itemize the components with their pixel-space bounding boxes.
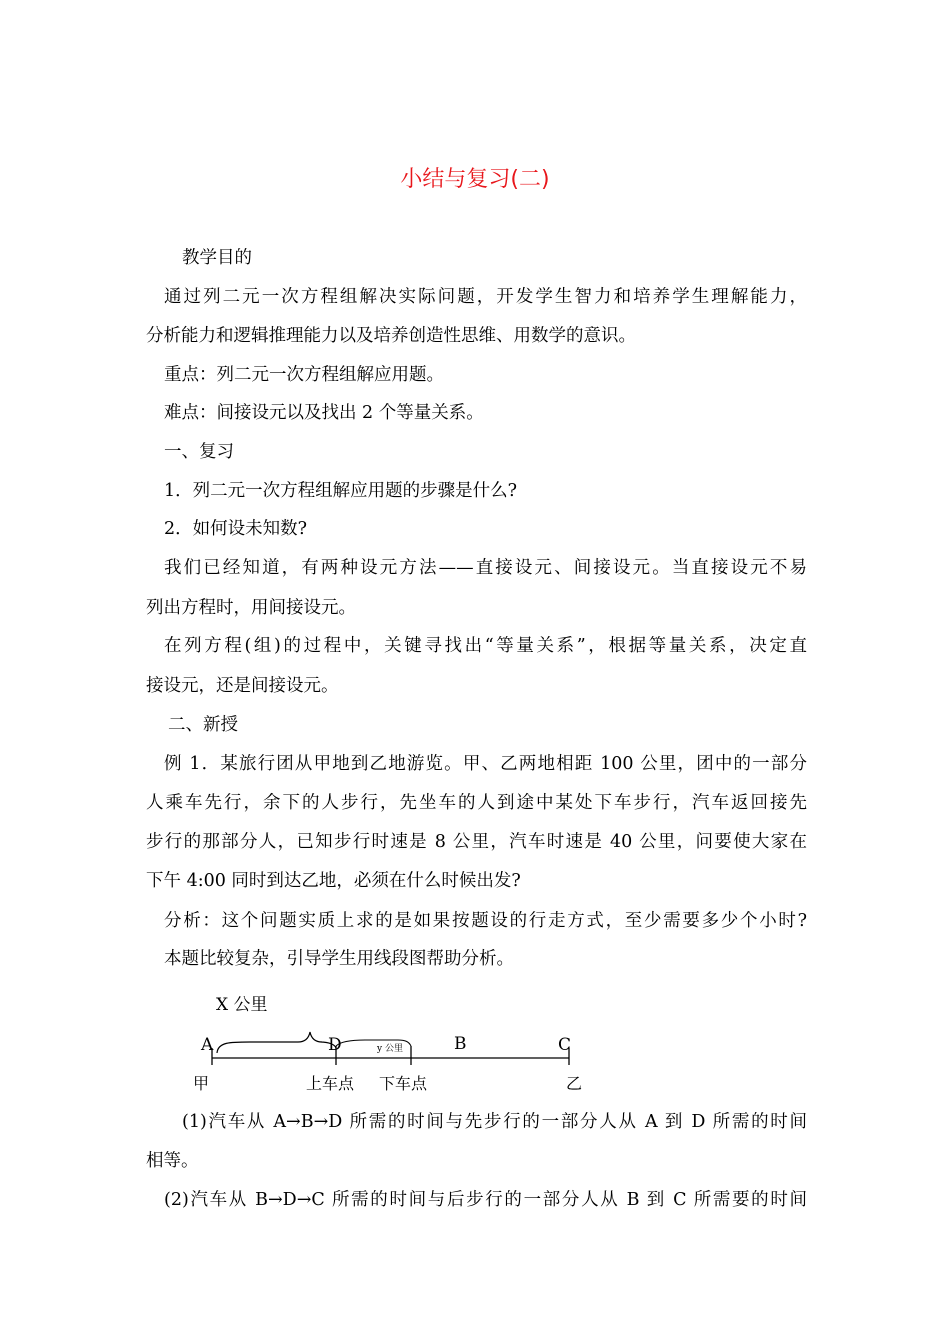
place-yi-label: 乙 (566, 1074, 583, 1093)
place-alighting-label: 下车点 (379, 1074, 428, 1093)
section-heading-review: 一、复习 (164, 442, 234, 462)
analysis-line-2: 本题比较复杂，引导学生用线段图帮助分析。 (164, 949, 514, 969)
paragraph-relation-line-2: 接设元，还是间接设元。 (146, 676, 339, 696)
key-point: 重点：列二元一次方程组解应用题。 (164, 365, 444, 385)
example-1-line-1: 例 1．某旅行团从甲地到乙地游览。甲、乙两地相距 100 公里，团中的一部分 (164, 754, 807, 774)
place-boarding-label: 上车点 (306, 1074, 355, 1093)
document-title: 小结与复习(二) (400, 167, 550, 192)
x-distance-label: X 公里 (216, 995, 268, 1015)
section-heading-new-lesson: 二、新授 (168, 715, 238, 735)
example-1-line-2: 人乘车先行，余下的人步行，先坐车的人到途中某处下车步行，汽车返回接先 (146, 793, 807, 813)
relation-1-line-1: (1)汽车从 A→B→D 所需的时间与先步行的一部分人从 A 到 D 所需的时间 (182, 1112, 807, 1132)
point-c-label: C (558, 1035, 572, 1055)
point-d-label: D (328, 1035, 342, 1055)
point-a-label: A (201, 1035, 214, 1055)
point-b-label: B (454, 1034, 467, 1054)
difficult-point: 难点：间接设元以及找出 2 个等量关系。 (164, 403, 484, 423)
section-heading-objectives: 教学目的 (182, 248, 252, 268)
paragraph-objectives-line-1: 通过列二元一次方程组解决实际问题，开发学生智力和培养学生理解能力， (164, 287, 807, 307)
paragraph-methods-line-1: 我们已经知道，有两种设元方法——直接设元、间接设元。当直接设元不易 (164, 558, 807, 578)
paragraph-methods-line-2: 列出方程时，用间接设元。 (146, 598, 356, 618)
y-distance-label: y 公里 (377, 1044, 403, 1054)
line-segment-diagram (180, 990, 620, 1100)
x-distance-brace (217, 1032, 336, 1053)
example-1-line-3: 步行的那部分人，已知步行时速是 8 公里，汽车时速是 40 公里，问要使大家在 (146, 832, 807, 852)
analysis-line-1: 分析：这个问题实质上求的是如果按题设的行走方式，至少需要多少个小时? (164, 911, 807, 931)
paragraph-objectives-line-2: 分析能力和逻辑推理能力以及培养创造性思维、用数学的意识。 (146, 326, 636, 346)
review-question-2: 2．如何设未知数? (164, 519, 308, 539)
paragraph-relation-line-1: 在列方程(组)的过程中，关键寻找出“等量关系”，根据等量关系，决定直 (164, 636, 807, 656)
relation-2-line-1: (2)汽车从 B→D→C 所需的时间与后步行的一部分人从 B 到 C 所需要的时间 (164, 1190, 807, 1210)
review-question-1: 1．列二元一次方程组解应用题的步骤是什么? (164, 481, 518, 501)
place-jia-label: 甲 (193, 1074, 210, 1093)
relation-1-line-2: 相等。 (146, 1151, 199, 1171)
example-1-line-4: 下午 4:00 同时到达乙地，必须在什么时候出发? (146, 871, 521, 891)
